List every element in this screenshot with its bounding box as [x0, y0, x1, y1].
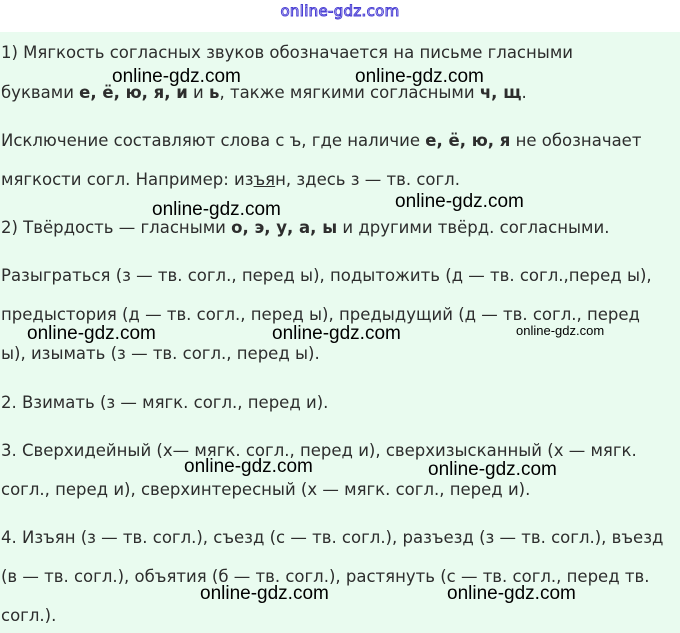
paragraph-7-line-2: (в — тв. согл.), объятия (б — тв. согл.), растянуть (с — тв. согл., перед тв.	[1, 567, 650, 586]
watermark: online-gdz.com	[516, 323, 605, 338]
paragraph-7-line-3: согл.).	[1, 606, 57, 625]
paragraph-6-line-2: согл., перед и), сверхинтересный (х — мягк. согл., перед и).	[1, 480, 531, 499]
paragraph-1-line-2: буквами е, ё, ю, я, и и ь, также мягкими согласными ч, щ.	[1, 83, 527, 102]
paragraph-3-line-1: 2) Твёрдость — гласными о, э, у, а, ы и другими твёрд. согласными.	[1, 218, 610, 237]
paragraph-7-line-1: 4. Изъян (з — тв. согл.), съезд (с — тв. согл.), разъезд (з — тв. согл.), въезд	[1, 528, 664, 547]
watermark: online-gdz.com	[27, 323, 156, 344]
paragraph-4-line-3: ы), изымать (з — тв. согл., перед ы).	[1, 344, 320, 363]
paragraph-4-line-1: Разыграться (з — тв. согл., перед ы), подытожить (д — тв. согл.,перед ы),	[1, 266, 652, 285]
watermark: online-gdz.com	[200, 583, 329, 604]
paragraph-6-line-1: 3. Сверхидейный (х— мягк. согл., перед и), сверхизысканный (х — мягк.	[1, 441, 637, 460]
site-logo[interactable]: online-gdz.com	[280, 2, 400, 20]
paragraph-2-line-2: мягкости согл. Например: изъян, здесь з — тв. согл.	[1, 170, 460, 189]
paragraph-2-line-1: Исключение составляют слова с ъ, где наличие е, ё, ю, я не обозначает	[1, 131, 642, 150]
watermark: online-gdz.com	[152, 199, 281, 220]
watermark: online-gdz.com	[428, 459, 557, 480]
site-header	[0, 0, 680, 32]
paragraph-4-line-2: предыстория (д — тв. согл., перед ы), предыдущий (д — тв. согл., перед	[1, 305, 640, 324]
paragraph-1-line-1: 1) Мягкость согласных звуков обозначается на письме гласными	[1, 43, 573, 62]
watermark: online-gdz.com	[355, 66, 484, 87]
watermark: online-gdz.com	[184, 456, 313, 477]
watermark: online-gdz.com	[272, 323, 401, 344]
paragraph-5-line-1: 2. Взимать (з — мягк. согл., перед и).	[1, 393, 329, 412]
watermark: online-gdz.com	[447, 583, 576, 604]
watermark: online-gdz.com	[112, 66, 241, 87]
watermark: online-gdz.com	[395, 191, 524, 212]
